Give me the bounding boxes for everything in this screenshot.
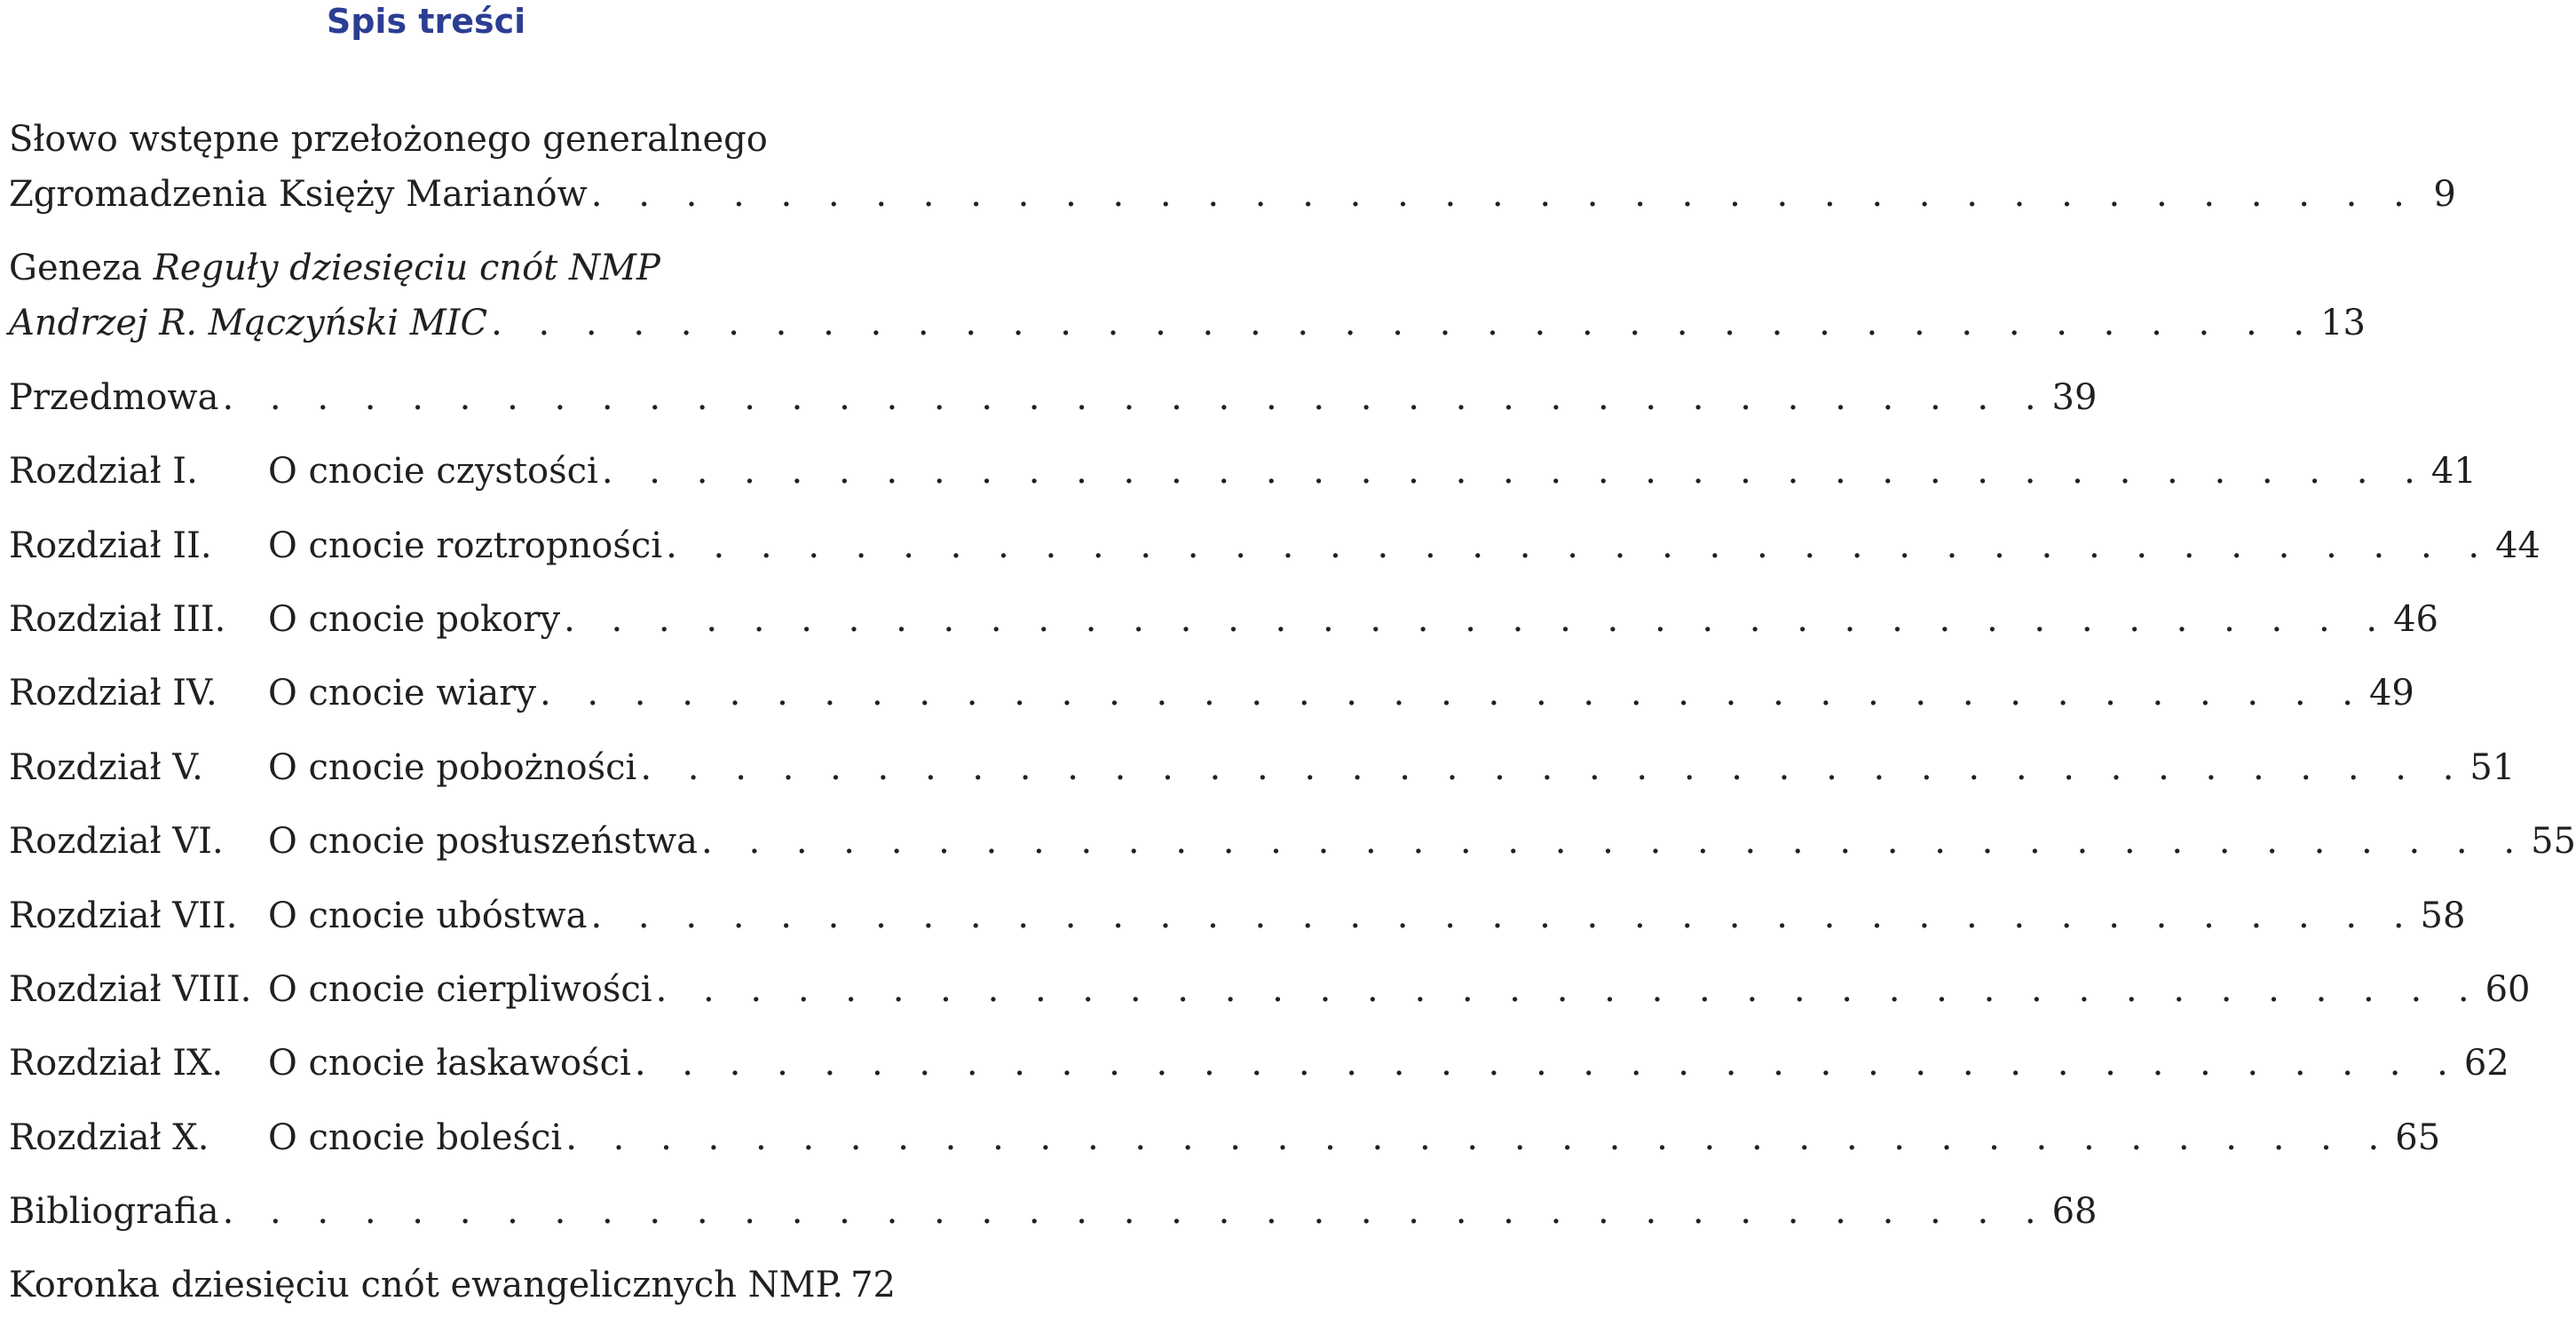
page-title: Spis treści xyxy=(326,2,526,41)
page-number: 65 xyxy=(2395,1116,2441,1158)
chapter-label: Rozdział VII. xyxy=(9,895,238,936)
toc-entry-genesis[interactable] xyxy=(9,296,2367,370)
page-number: 51 xyxy=(2469,746,2516,788)
chapter-title: O cnocie ubóstwa xyxy=(268,895,588,936)
dot-leader xyxy=(590,889,2416,943)
toc-entry-chapter-7[interactable] xyxy=(9,889,2466,963)
dot-leader xyxy=(223,1185,2049,1238)
dot-leader xyxy=(640,741,2466,794)
chapter-title: O cnocie pokory xyxy=(268,598,561,640)
page-number: 41 xyxy=(2430,451,2477,493)
chapter-label: Rozdział VIII. xyxy=(9,968,252,1010)
table-of-contents xyxy=(9,113,2576,1333)
dot-leader xyxy=(540,666,2366,720)
chapter-label: Rozdział IX. xyxy=(9,1043,224,1085)
dot-leader xyxy=(635,1037,2461,1090)
toc-entry-chapter-10[interactable] xyxy=(9,1111,2441,1185)
chapter-title: O cnocie pobożności xyxy=(268,746,637,788)
page-number: 72 xyxy=(850,1265,896,1306)
toc-entry-text: Zgromadzenia Księży Marianów xyxy=(9,174,588,215)
toc-entry-chapter-9[interactable] xyxy=(9,1037,2509,1110)
toc-entry-chapter-1[interactable] xyxy=(9,445,2477,518)
toc-entry-foreword[interactable] xyxy=(9,168,2456,241)
chapter-title: O cnocie łaskawości xyxy=(268,1043,631,1085)
toc-entry-genesis-line1 xyxy=(9,241,849,296)
dot-leader xyxy=(565,1111,2391,1164)
toc-entry-foreword-line1 xyxy=(9,113,849,168)
toc-entry-chapter-6[interactable] xyxy=(9,815,2576,888)
chapter-title: O cnocie roztropności xyxy=(268,525,663,566)
dot-leader xyxy=(564,593,2390,646)
chapter-label: Rozdział II. xyxy=(9,525,212,566)
page-number: 46 xyxy=(2393,598,2439,640)
dot-leader xyxy=(602,445,2428,498)
page-number: 39 xyxy=(2051,376,2098,418)
toc-entry-chapter-8[interactable] xyxy=(9,963,2531,1037)
page-number: 68 xyxy=(2051,1191,2098,1233)
chapter-label: Rozdział VI. xyxy=(9,821,224,863)
toc-entry-text xyxy=(9,241,660,295)
page-number: 58 xyxy=(2420,895,2466,936)
toc-entry-prefix: Geneza xyxy=(9,248,154,289)
toc-entry-text: Koronka dziesięciu cnót ewangelicznych NMP. xyxy=(9,1265,844,1306)
chapter-title: O cnocie wiary xyxy=(268,673,536,714)
toc-entry-author: Andrzej R. Mączyński MIC xyxy=(9,303,488,344)
page-number: 9 xyxy=(2433,174,2456,215)
page-number: 55 xyxy=(2531,821,2576,863)
page-number: 62 xyxy=(2463,1043,2509,1085)
toc-entry-chapter-2[interactable] xyxy=(9,519,2541,593)
toc-entry-chapter-5[interactable] xyxy=(9,741,2516,815)
toc-entry-text: Bibliografia xyxy=(9,1191,219,1233)
chapter-title: O cnocie boleści xyxy=(268,1116,563,1158)
chapter-title: O cnocie posłuszeństwa xyxy=(268,821,699,863)
dot-leader xyxy=(656,963,2482,1016)
chapter-title: O cnocie czystości xyxy=(268,451,598,493)
page-number: 44 xyxy=(2495,525,2541,566)
page-number: 60 xyxy=(2485,968,2531,1010)
chapter-title: O cnocie cierpliwości xyxy=(268,968,652,1010)
chapter-label: Rozdział V. xyxy=(9,746,203,788)
dot-leader xyxy=(591,168,2417,221)
chapter-label: Rozdział III. xyxy=(9,598,226,640)
dot-leader xyxy=(491,296,2317,350)
chapter-label: Rozdział I. xyxy=(9,451,198,493)
toc-entry-rosary[interactable] xyxy=(9,1258,896,1332)
chapter-label: Rozdział X. xyxy=(9,1116,209,1158)
toc-entry-text: Słowo wstępne przełożonego generalnego xyxy=(9,119,768,160)
chapter-label: Rozdział IV. xyxy=(9,673,217,714)
toc-entry-chapter-3[interactable] xyxy=(9,593,2439,666)
toc-entry-chapter-4[interactable] xyxy=(9,666,2414,740)
dot-leader xyxy=(222,371,2048,424)
toc-entry-bibliography[interactable] xyxy=(9,1185,2098,1258)
dot-leader xyxy=(666,519,2492,572)
page-number: 49 xyxy=(2368,673,2414,714)
toc-entry-preface[interactable] xyxy=(9,371,2098,445)
page-number: 13 xyxy=(2320,303,2367,344)
toc-entry-text: Przedmowa xyxy=(9,376,219,418)
dot-leader xyxy=(701,815,2527,868)
toc-entry-italic-title: Reguły dziesięciu cnót NMP xyxy=(153,248,660,289)
